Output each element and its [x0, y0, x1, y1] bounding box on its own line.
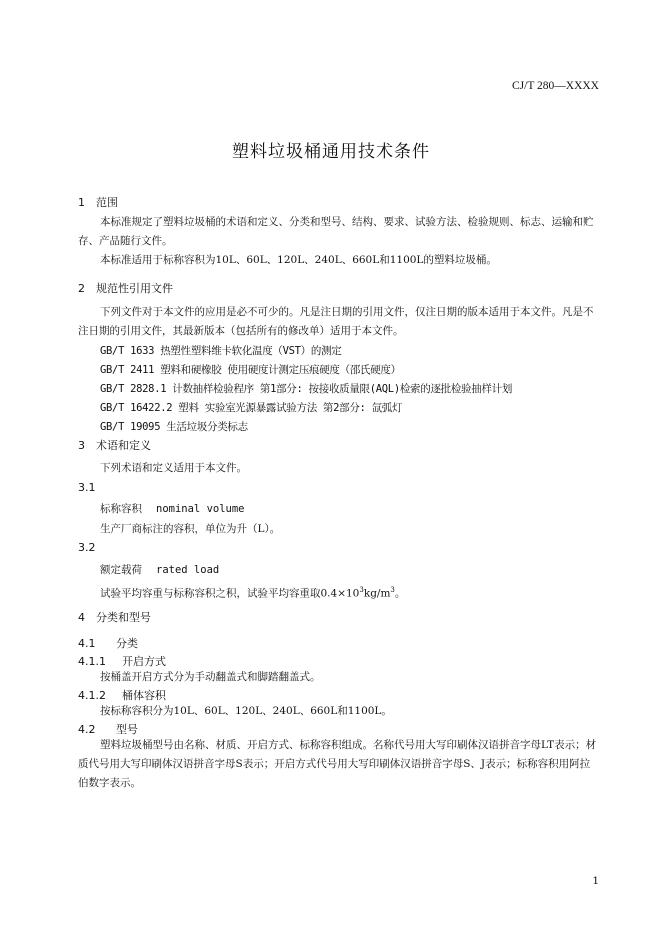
term-english: nominal volume: [156, 503, 245, 515]
section-title: 分类: [116, 637, 138, 650]
term-chinese: 额定载荷: [100, 564, 142, 576]
section-number: 3: [78, 439, 85, 452]
section-title: 开启方式: [122, 655, 166, 668]
section-4-1-2-heading: [78, 687, 166, 703]
scope-paragraph-2: 本标准适用于标称容积为10L、60L、120L、240L、660L和1100L的塑料垃圾桶。: [100, 254, 497, 266]
section-4-1-1-heading: [78, 653, 166, 669]
exponent: 3: [359, 586, 364, 594]
section-number: 4: [78, 611, 85, 624]
term-chinese: 标称容积: [100, 503, 142, 515]
section-number: 2: [78, 282, 85, 295]
term-english: rated load: [156, 564, 220, 576]
term-3-1-name: [100, 501, 245, 516]
definition-text: 试验平均容重与标称容积之积，试验平均容重取0.4×10: [100, 587, 360, 600]
volume-paragraph: 按标称容积分为10L、60L、120L、240L、660L和1100L。: [100, 705, 392, 717]
reference-item: GB/T 16422.2 塑料 实验室光源暴露试验方法 第2部分: 氙弧灯: [100, 402, 403, 414]
scope-paragraph-1: 本标准规定了塑料垃圾桶的术语和定义、分类和型号、结构、要求、试验方法、检验规则、标志、运输和贮存、产品随行文件。: [78, 216, 594, 247]
section-4-2-heading: [78, 721, 138, 737]
section-number: 1: [78, 196, 85, 209]
section-title: 桶体容积: [122, 689, 166, 702]
page-number: 1: [592, 875, 599, 887]
term-3-2-number: 3.2: [78, 541, 96, 554]
reference-item: GB/T 1633 热塑性塑料维卡软化温度（VST）的测定: [100, 345, 342, 357]
section-number: 4.1.2: [78, 689, 106, 702]
reference-item: GB/T 2411 塑料和硬橡胶 使用硬度计测定压痕硬度（邵氏硬度）: [100, 364, 401, 376]
definition-end: 。: [394, 587, 406, 600]
standard-code: CJ/T 280—XXXX: [511, 80, 599, 92]
document-title: 塑料垃圾桶通用技术条件: [232, 142, 430, 162]
term-3-2-name: [100, 562, 219, 577]
section-title: 分类和型号: [96, 611, 151, 624]
section-number: 4.2: [78, 723, 96, 736]
reference-item: GB/T 19095 生活垃圾分类标志: [100, 421, 248, 433]
section-4-heading: [78, 609, 151, 625]
section-title: 规范性引用文件: [96, 282, 173, 295]
term-3-1-definition: 生产厂商标注的容积，单位为升（L）。: [100, 523, 281, 535]
section-number: 4.1: [78, 637, 96, 650]
section-title: 型号: [116, 723, 138, 736]
terms-intro: 下列术语和定义适用于本文件。: [100, 462, 247, 474]
definition-unit: kg/m: [363, 587, 391, 600]
term-3-1-number: 3.1: [78, 481, 96, 494]
section-3-heading: [78, 437, 151, 453]
reference-item: GB/T 2828.1 计数抽样检验程序 第1部分: 按接收质量限(AQL)检索的逐批检验抽样计划: [100, 383, 513, 395]
section-1-heading: [78, 194, 118, 210]
section-title: 术语和定义: [96, 439, 151, 452]
term-3-2-definition: [78, 581, 600, 604]
opening-method-paragraph: 按桶盖开启方式分为手动翻盖式和脚踏翻盖式。: [100, 671, 321, 683]
exponent: 3: [390, 586, 395, 594]
model-paragraph: 塑料垃圾桶型号由名称、材质、开启方式、标称容积组成。名称代号用大写印刷体汉语拼音字母LT表示；材质代号用大写印刷体汉语拼音字母S表示；开启方式代号用大写印刷体汉语拼音字母S、J表示；标称容积用阿拉伯数字表示。: [78, 739, 597, 789]
section-title: 范围: [96, 196, 118, 209]
references-intro: 下列文件对于本文件的应用是必不可少的。凡是注日期的引用文件，仅注日期的版本适用于本文件。凡是不注日期的引用文件，其最新版本（包括所有的修改单）适用于本文件。: [78, 306, 594, 337]
section-number: 4.1.1: [78, 655, 106, 668]
section-4-1-heading: [78, 635, 138, 651]
section-2-heading: [78, 280, 173, 296]
